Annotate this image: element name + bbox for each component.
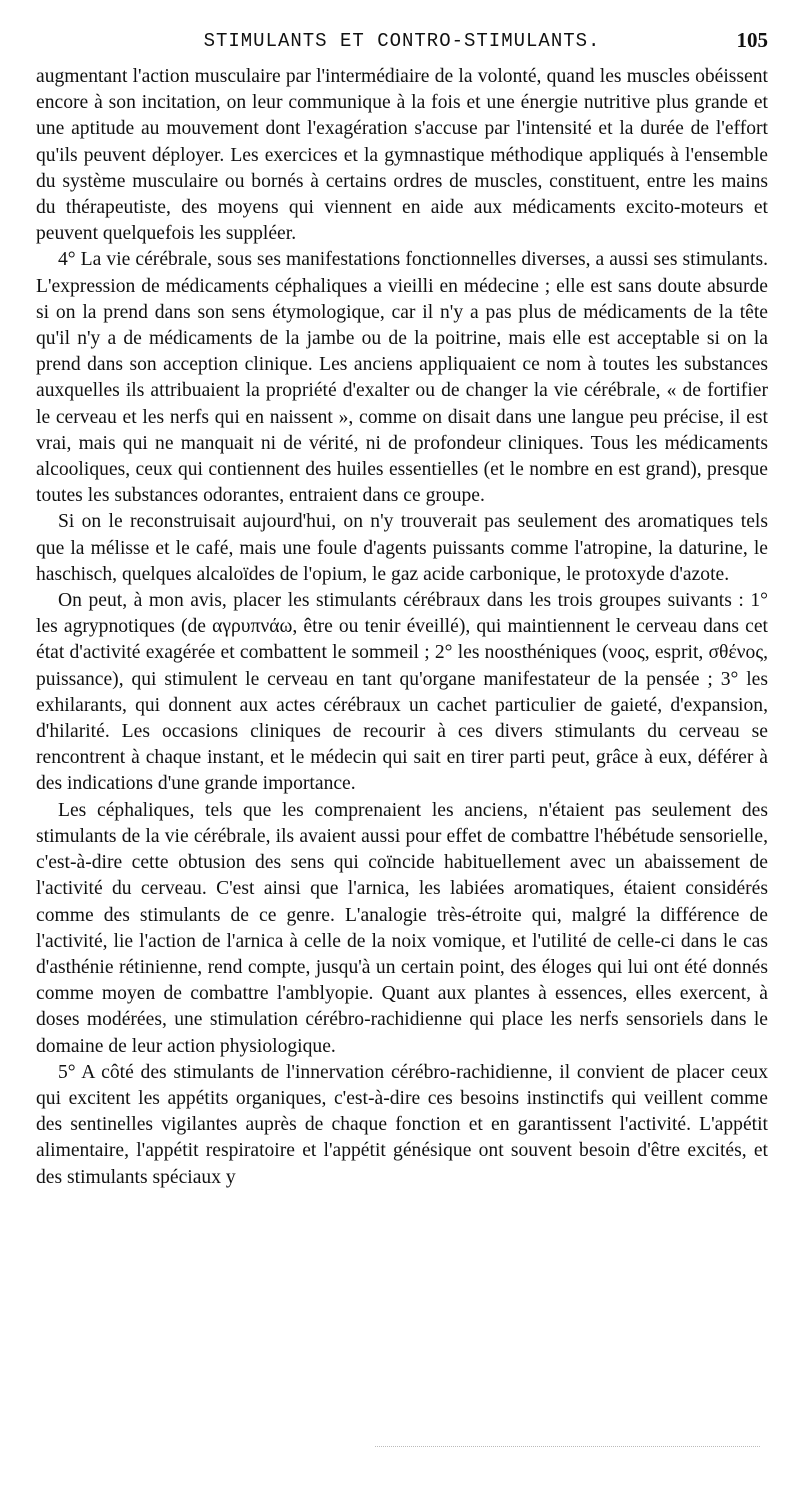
paragraph-three-groups: On peut, à mon avis, placer les stimulants cérébraux dans les trois groupes suivants : 1° les agrypnotiques (de αγρυπνάω, être ou tenir éveillé), qui maintiennent le cerveau dans cet état d'activité exagérée et combattent le sommeil ; 2° les noosthéniques (νοος, esprit, σθένος, puissance), qui stimulent le cerveau en tant qu'organe manifestateur de la pensée ; 3° les exhilarants, qui donnent aux actes cérébraux un cachet particulier de gaieté, d'expansion, d'hilarité. Les occasions cliniques de recourir à ces divers stimulants du cerveau se rencontrent à chaque instant, et le médecin qui sait en tirer parti peut, grâce à eux, déférer à des indications d'une grande importance. <box>36 590 768 795</box>
book-page <box>36 28 768 1191</box>
page-header <box>36 28 768 58</box>
footer-dotted-rule <box>375 1446 760 1447</box>
paragraph-continuation: augmentant l'action musculaire par l'intermédiaire de la volonté, quand les muscles obéissent encore à son incitation, on leur communique à la fois et une énergie nutritive plus grande et une aptitude au mouvement dont l'exagération s'accuse par l'intensité et la durée de l'effort qu'ils peuvent déployer. Les exercices et la gymnastique méthodique appliqués à l'ensemble du système musculaire ou bornés à certains ordres de muscles, constituent, entre les mains du thérapeutiste, des moyens qui viennent en aide aux médicaments excito-moteurs et peuvent quelquefois les suppléer. <box>36 66 768 245</box>
body-text <box>36 64 768 1191</box>
paragraph-cerebral-life: 4° La vie cérébrale, sous ses manifestations fonctionnelles diverses, a aussi ses stimulants. L'expression de médicaments céphaliques a vieilli en médecine ; elle est sans doute absurde si on la prend dans son sens étymologique, car il n'y a pas plus de médicaments de la tête qu'il n'y a de médicaments de la jambe ou de la poitrine, mais elle est acceptable si on la prend dans son acception clinique. Les anciens appliquaient ce nom à toutes les substances auxquelles ils attribuaient la propriété d'exalter ou de changer la vie cérébrale, « de fortifier le cerveau et les nerfs qui en naissent », comme on disait dans une langue peu précise, il est vrai, mais qui ne manquait ni de vérité, ni de profondeur cliniques. Tous les médicaments alcooliques, ceux qui contiennent des huiles essentielles (et le nombre en est grand), presque toutes les substances odorantes, entraient dans ce groupe. <box>36 249 768 507</box>
page-number: 105 <box>736 28 768 52</box>
paragraph-cephalics: Les céphaliques, tels que les comprenaient les anciens, n'étaient pas seulement des stimulants de la vie cérébrale, ils avaient aussi pour effet de combattre l'hébétude sensorielle, c'est-à-dire cette obtusion des sens qui coïncide habituellement avec un abaissement de l'activité du cerveau. C'est ainsi que l'arnica, les labiées aromatiques, étaient considérés comme des stimulants de ce genre. L'analogie très-étroite qui, malgré la différence de l'activité, lie l'action de l'arnica à celle de la noix vomique, et l'utilité de celle-ci dans le cas d'asthénie rétinienne, rend compte, jusqu'à un certain point, des éloges qui lui ont été donnés comme moyen de combattre l'amblyopie. Quant aux plantes à essences, elles exercent, à doses modérées, une stimulation cérébro-rachidienne qui place les nerfs sensoriels dans le domaine de leur action physiologique. <box>36 799 768 1057</box>
paragraph-organic-appetites: 5° A côté des stimulants de l'innervation cérébro-rachidienne, il convient de placer ceux qui excitent les appétits organiques, c'est-à-dire ces besoins instinctifs qui veillent comme des sentinelles vigilantes auprès de chaque fonction et en garantissent l'activité. L'appétit alimentaire, l'appétit respiratoire et l'appétit génésique ont souvent besoin d'être excités, et des stimulants spéciaux y <box>36 1061 768 1188</box>
paragraph-reconstruction: Si on le reconstruisait aujourd'hui, on n'y trouverait pas seulement des aromatiques tels que la mélisse et le café, mais une foule d'agents puissants comme l'atropine, la daturine, le haschisch, quelques alcaloïdes de l'opium, le gaz acide carbonique, le protoxyde d'azote. <box>36 511 768 585</box>
running-head: STIMULANTS ET CONTRO-STIMULANTS. <box>203 30 601 52</box>
